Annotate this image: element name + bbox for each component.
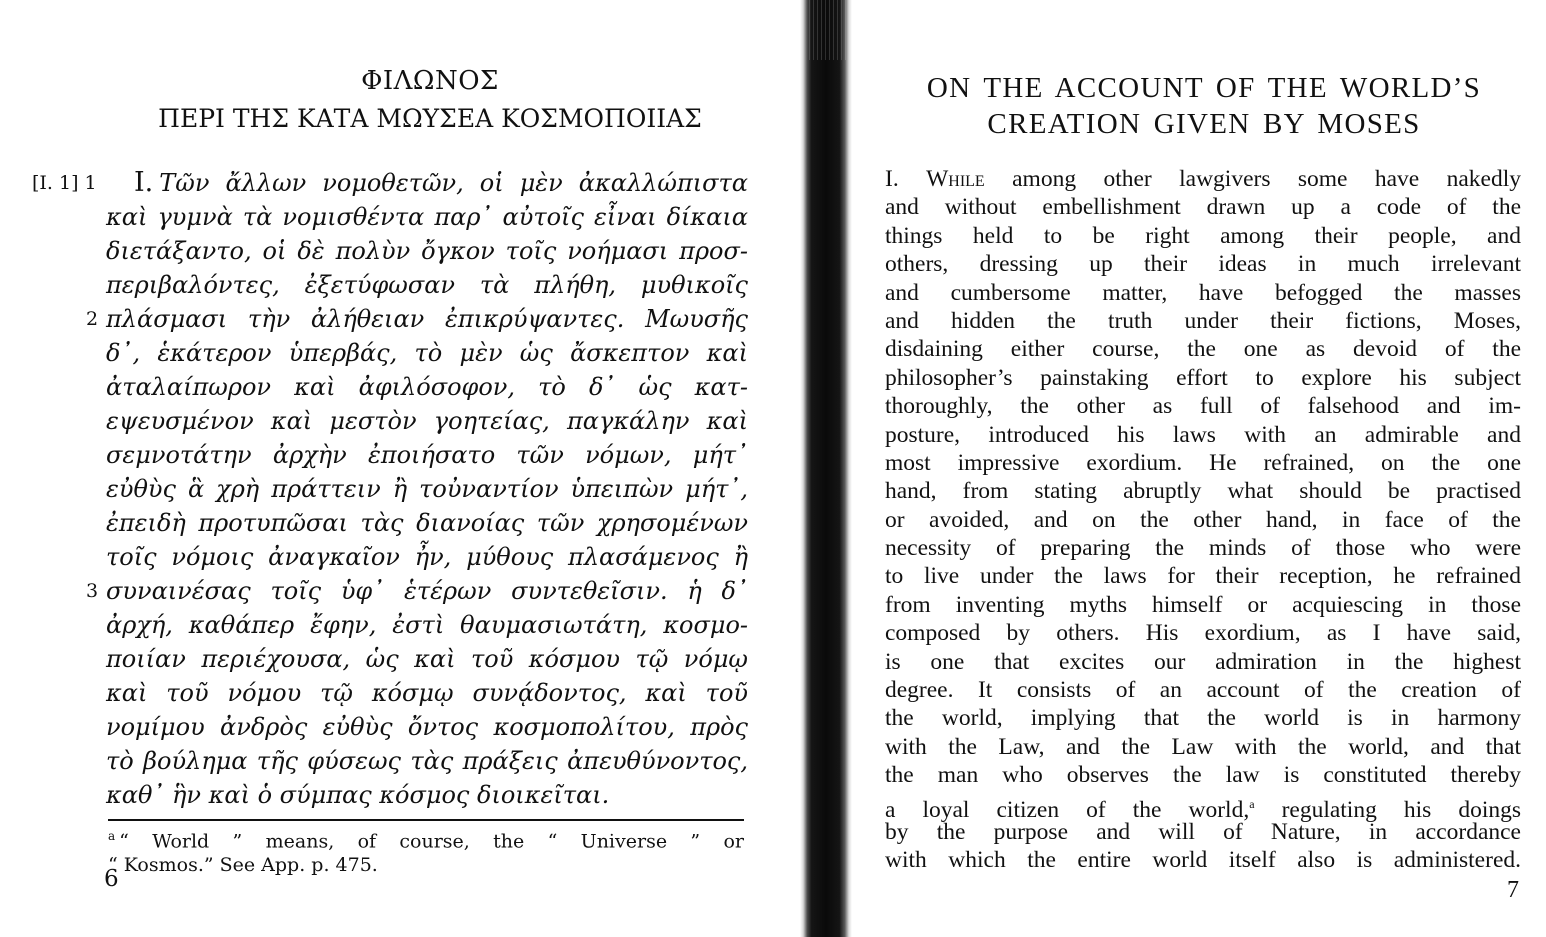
greek-line-text: συναινέσας τοῖς ὑφ᾽ ἑτέρων συντεθεῖσιν. ἡ δ᾽ xyxy=(106,577,748,605)
chapter-numeral: I. xyxy=(134,167,154,198)
greek-line: νομίμου ἀνδρὸς εὐθὺς ὄντος κοσμοπολίτου, πρὸς xyxy=(106,713,748,741)
greek-line: τοῖς νόμοις ἀναγκαῖον ἦν, μύθους πλασάμενος ἢ xyxy=(106,543,748,571)
greek-line-text: πλάσμασι τὴν ἀλήθειαν ἐπικρύψαντες. Μωυσῆς xyxy=(106,305,748,333)
greek-line: εὐθὺς ἃ χρὴ πράττειν ἢ τοὐναντίον ὑπειπὼν μήτ᾽, xyxy=(106,475,748,503)
english-line: degree. It consists of an account of the creation of xyxy=(885,677,1521,704)
greek-line xyxy=(86,574,748,608)
book-gutter xyxy=(800,0,852,937)
greek-line: δ᾽, ἑκάτερον ὑπερβάς, τὸ μὲν ὡς ἄσκεπτον καὶ xyxy=(106,339,748,367)
page-number-left: 6 xyxy=(104,866,119,892)
english-line: and hidden the truth under their fictions, Moses, xyxy=(885,307,1521,334)
english-title-line: CREATION GIVEN BY MOSES xyxy=(987,108,1421,140)
english-line-text: regulating his doings xyxy=(1254,796,1521,823)
english-line: composed by others. His exordium, as I have said, xyxy=(885,620,1521,647)
english-line: posture, introduced his laws with an admirable and xyxy=(885,421,1521,448)
greek-author-heading: ΦΙΛΩΝΟΣ xyxy=(361,66,499,96)
english-title xyxy=(878,70,1530,142)
page-number-right: 7 xyxy=(1507,877,1519,903)
greek-line: διετάξαντο, οἱ δὲ πολὺν ὄγκον τοῖς νοήμασι προσ- xyxy=(106,237,748,265)
english-line xyxy=(885,790,1521,823)
greek-line: καὶ τοῦ νόμου τῷ κόσμῳ συνᾴδοντος, καὶ τοῦ xyxy=(106,679,748,707)
footnote-line xyxy=(108,824,744,853)
greek-line: καὶ γυμνὰ τὰ νομισθέντα παρ᾽ αὐτοῖς εἶναι δίκαια xyxy=(106,203,748,231)
english-line: and cumbersome matter, have befogged the masses xyxy=(885,279,1521,306)
greek-line-text: Τῶν ἄλλων νομοθετῶν, οἱ μὲν ἀκαλλώπιστα xyxy=(159,169,748,197)
english-line: necessity of preparing the minds of those who were xyxy=(885,535,1521,562)
english-line: with the Law, and the Law with the world, and that xyxy=(885,733,1521,760)
greek-line: ἀρχή, καθάπερ ἔφην, ἐστὶ θαυμασιωτάτη, κοσμο- xyxy=(106,611,748,639)
opening-word: While xyxy=(926,166,985,192)
english-line: philosopher’s painstaking effort to explore his subject xyxy=(885,364,1521,391)
greek-line: ἀταλαίπωρον καὶ ἀφιλόσοφον, τὸ δ᾽ ὡς κατ- xyxy=(106,373,748,401)
english-line xyxy=(885,165,1521,193)
english-line: and without embellishment drawn up a code of the xyxy=(885,194,1521,221)
english-title-line: ON THE ACCOUNT OF THE WORLD’S xyxy=(926,72,1482,104)
english-line: the man who observes the law is constituted thereby xyxy=(885,762,1521,789)
english-line: or avoided, and on the other hand, in face of the xyxy=(885,506,1521,533)
greek-line xyxy=(86,302,748,336)
greek-line: περιβαλόντες, ἐξετύφωσαν τὰ πλήθη, μυθικοῖς xyxy=(106,271,748,299)
chapter-numeral: I. xyxy=(885,166,899,192)
greek-line: σεμνοτάτην ἀρχὴν ἐποιήσατο τῶν νόμων, μήτ᾽ xyxy=(106,441,748,469)
english-line-text: among other lawgivers some have nakedly xyxy=(1012,166,1522,192)
english-line-text: a loyal citizen of the world, xyxy=(885,796,1250,823)
english-line: by the purpose and will of Nature, in accordance xyxy=(885,818,1521,845)
greek-line: καθ᾽ ἣν καὶ ὁ σύμπας κόσμος διοικεῖται. xyxy=(106,781,610,809)
english-line: the world, implying that the world is in harmony xyxy=(885,705,1521,732)
footnote xyxy=(108,824,744,877)
greek-line: ποιίαν περιέχουσα, ὡς καὶ τοῦ κόσμου τῷ νόμῳ xyxy=(106,645,748,673)
english-line: disdaining either course, the one as devoid of the xyxy=(885,336,1521,363)
footnote-mark: a xyxy=(108,829,116,843)
footnote-reference: a xyxy=(1249,796,1255,811)
greek-line: εψευσμένον καὶ μεστὸν γοητείας, παγκάλην καὶ xyxy=(106,407,748,435)
english-line: thoroughly, the other as full of falsehood and im- xyxy=(885,393,1521,420)
english-line: things held to be right among their people, and xyxy=(885,222,1521,249)
footnote-rule xyxy=(108,819,744,821)
footnote-line: “ Kosmos.” See App. p. 475. xyxy=(108,854,378,877)
english-line: to live under the laws for their reception, he refrained xyxy=(885,563,1521,590)
english-line: most impressive exordium. He refrained, on the one xyxy=(885,449,1521,476)
english-text-block xyxy=(885,165,1521,875)
margin-number: 2 xyxy=(86,308,99,330)
greek-line: τὸ βούλημα τῆς φύσεως τὰς πράξεις ἀπευθύνοντος, xyxy=(106,747,748,775)
gutter-texture xyxy=(806,0,846,60)
footnote-text: “ World ” means, of course, the “ Universe ” or xyxy=(119,830,744,853)
greek-text-block xyxy=(86,166,748,812)
greek-line xyxy=(106,166,748,200)
greek-title-heading: ΠΕΡΙ ΤΗΣ ΚΑΤΑ ΜΩΥΣΕΑ ΚΟΣΜΟΠΟΙΙΑΣ xyxy=(158,104,702,133)
english-line: others, dressing up their ideas in much irrelevant xyxy=(885,251,1521,278)
english-line: is one that excites our admiration in the highest xyxy=(885,648,1521,675)
english-line: from inventing myths himself or acquiescing in those xyxy=(885,591,1521,618)
english-line: hand, from stating abruptly what should be practised xyxy=(885,478,1521,505)
section-marker: [I. 1] 1 xyxy=(32,172,97,194)
english-line: with which the entire world itself also is administered. xyxy=(885,847,1521,874)
greek-line: ἐπειδὴ προτυπῶσαι τὰς διανοίας τῶν χρησομένων xyxy=(106,509,748,537)
margin-number: 3 xyxy=(86,580,99,602)
